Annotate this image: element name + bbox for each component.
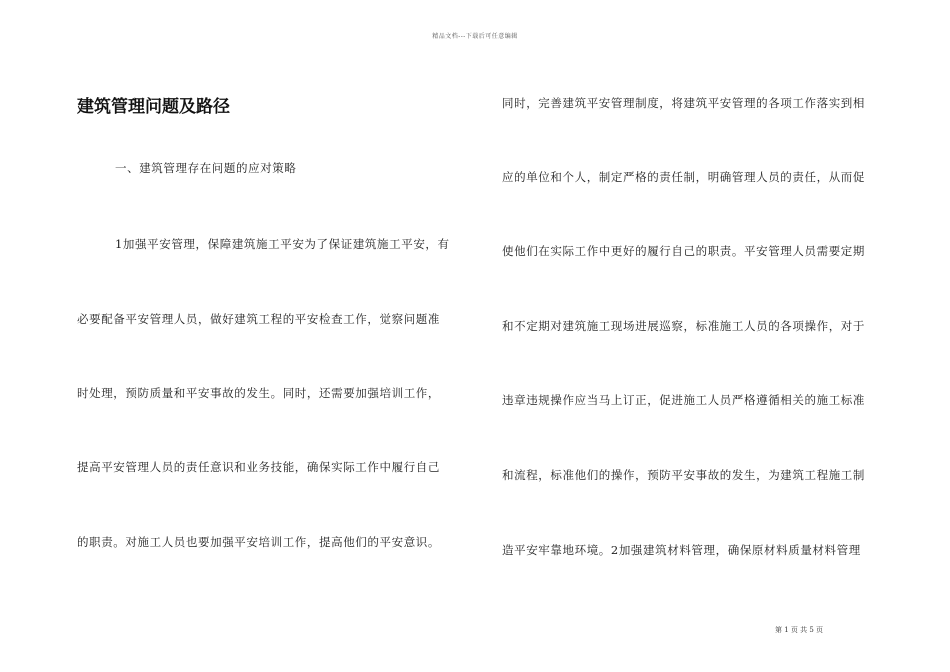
left-paragraph-line-3: 时处理，预防质量和平安事故的发生。同时，还需要加强培训工作，: [77, 386, 440, 400]
right-paragraph-line-3: 使他们在实际工作中更好的履行自己的职责。平安管理人员需要定期: [502, 244, 865, 258]
left-paragraph-line-1: 1加强平安管理，保障建筑施工平安为了保证建筑施工平安，有: [115, 237, 450, 251]
page-number: 第 1 页 共 5 页: [775, 626, 824, 634]
page-header: 精品文档---下载后可任意编辑: [432, 33, 518, 40]
left-paragraph-line-4: 提高平安管理人员的责任意识和业务技能，确保实际工作中履行自己: [77, 460, 440, 474]
right-paragraph-line-1: 同时，完善建筑平安管理制度，将建筑平安管理的各项工作落实到相: [502, 96, 865, 110]
left-paragraph-line-5: 的职责。对施工人员也要加强平安培训工作，提高他们的平安意识。: [77, 535, 440, 549]
section-heading: 一、建筑管理存在问题的应对策略: [115, 161, 297, 175]
right-paragraph-line-2: 应的单位和个人，制定严格的责任制，明确管理人员的责任，从而促: [502, 170, 865, 184]
document-title: 建筑管理问题及路径: [77, 97, 230, 117]
left-paragraph-line-2: 必要配备平安管理人员，做好建筑工程的平安检查工作，觉察问题准: [77, 312, 440, 326]
right-paragraph-line-6: 和流程，标准他们的操作，预防平安事故的发生，为建筑工程施工制: [502, 468, 865, 482]
right-paragraph-line-5: 违章违规操作应当马上订正，促进施工人员严格遵循相关的施工标准: [502, 393, 865, 407]
right-paragraph-line-4: 和不定期对建筑施工现场进展巡察，标准施工人员的各项操作，对于: [502, 319, 865, 333]
right-paragraph-line-7: 造平安牢靠地环境。2加强建筑材料管理，确保原材料质量材料管理: [502, 543, 861, 557]
